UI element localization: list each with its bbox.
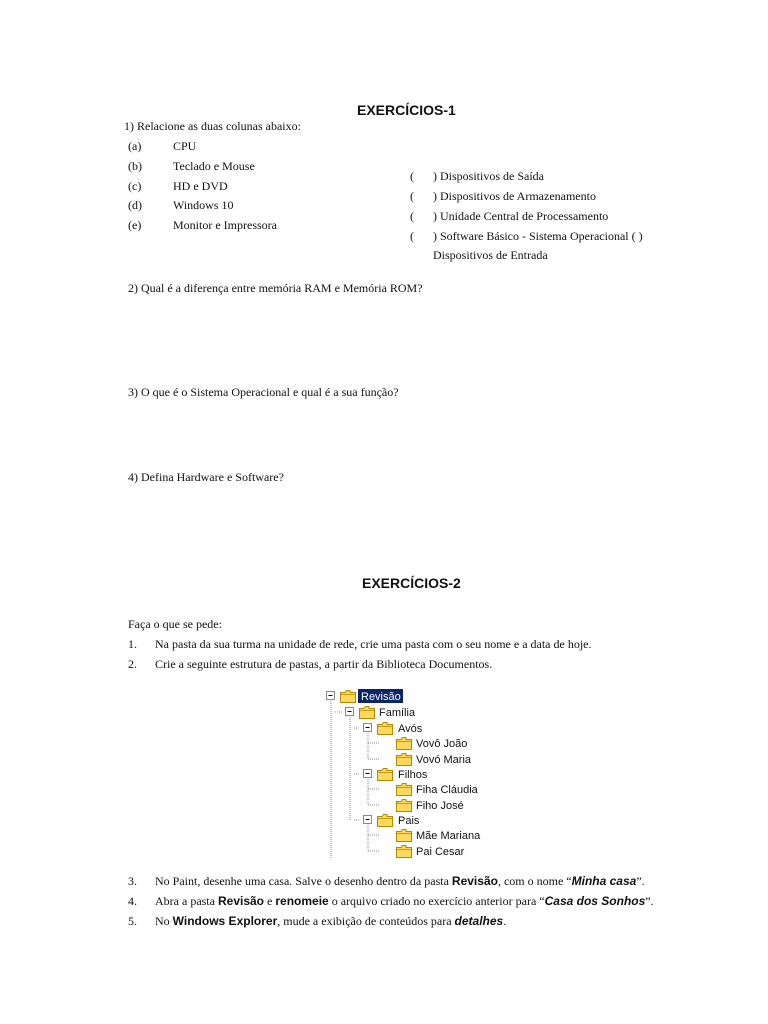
tree-node-mae-mariana[interactable] bbox=[397, 830, 482, 843]
question-1: 1) Relacione as duas colunas abaixo: bbox=[124, 119, 301, 133]
item-number: 3. bbox=[128, 874, 137, 888]
folder-tree bbox=[318, 683, 488, 863]
item-3-part: No Paint, desenhe uma casa. Salve o desenho dentro da pasta bbox=[155, 874, 452, 888]
folder-icon bbox=[378, 769, 393, 781]
left-key: (c) bbox=[128, 179, 142, 193]
question-2: 2) Qual é a diferença entre memória RAM e Memória ROM? bbox=[128, 281, 423, 295]
folder-icon bbox=[378, 815, 393, 827]
right-paren: ( bbox=[410, 189, 414, 203]
collapse-minus-icon[interactable] bbox=[346, 708, 354, 716]
left-value: HD e DVD bbox=[173, 179, 228, 193]
item-4-bold: Revisão bbox=[217, 894, 265, 908]
tree-label: Família bbox=[379, 707, 416, 719]
item-4-part: e bbox=[264, 894, 276, 908]
item-5-bold: Windows Explorer bbox=[172, 914, 278, 928]
question-3: 3) O que é o Sistema Operacional e qual é a sua função? bbox=[128, 385, 399, 399]
ex2-intro: Faça o que se pede: bbox=[128, 617, 222, 631]
tree-label: Vovó Maria bbox=[416, 754, 472, 766]
tree-label: Pais bbox=[398, 815, 420, 827]
collapse-minus-icon[interactable] bbox=[364, 770, 372, 778]
right-text: ) Software Básico - Sistema Operacional ( ) bbox=[433, 229, 643, 243]
tree-label: Filhos bbox=[398, 769, 428, 781]
right-text-continuation: Dispositivos de Entrada bbox=[433, 248, 548, 262]
item-5-part: , mude a exibição de conteúdos para bbox=[277, 914, 455, 928]
item-5-bold-italic: detalhes bbox=[454, 914, 504, 928]
item-3-text bbox=[155, 875, 645, 887]
item-4-part: ”. bbox=[645, 894, 654, 908]
collapse-minus-icon[interactable] bbox=[327, 692, 335, 700]
tree-node-fiho-jose[interactable] bbox=[397, 800, 464, 813]
item-text: Na pasta da sua turma na unidade de rede, crie uma pasta com o seu nome e a data de hoje. bbox=[155, 637, 592, 651]
collapse-minus-icon[interactable] bbox=[364, 724, 372, 732]
item-text: Crie a seguinte estrutura de pastas, a partir da Biblioteca Documentos. bbox=[155, 657, 493, 671]
tree-node-vovo-joao[interactable] bbox=[397, 738, 468, 751]
item-4-bold-italic: Casa dos Sonhos bbox=[544, 894, 646, 908]
left-value: Windows 10 bbox=[173, 198, 234, 212]
right-paren: ( bbox=[410, 169, 414, 183]
folder-icon bbox=[397, 784, 412, 796]
tree-node-fiha-claudia[interactable] bbox=[397, 784, 479, 797]
tree-label: Mãe Mariana bbox=[416, 830, 481, 842]
right-text: ) Unidade Central de Processamento bbox=[433, 209, 609, 223]
item-4-part: o arquivo criado no exercício anterior para “ bbox=[328, 894, 545, 908]
tree-node-filhos[interactable] bbox=[364, 769, 428, 782]
ex1-title: EXERCÍCIOS-1 bbox=[357, 102, 456, 118]
item-3-bold: Revisão bbox=[451, 874, 498, 888]
item-3-part: , com o nome “ bbox=[497, 874, 572, 888]
tree-label: Pai Cesar bbox=[416, 846, 465, 858]
item-3-part: ”. bbox=[636, 874, 645, 888]
folder-icon bbox=[397, 754, 412, 766]
item-5-part: . bbox=[503, 914, 507, 928]
tree-label: Revisão bbox=[361, 691, 401, 703]
item-4-part: Abra a pasta bbox=[155, 894, 218, 908]
tree-label: Fiha Cláudia bbox=[416, 784, 478, 796]
left-key: (a) bbox=[128, 139, 142, 153]
item-number: 5. bbox=[128, 914, 137, 928]
item-4-bold: renomeie bbox=[275, 894, 329, 908]
folder-icon bbox=[397, 846, 412, 858]
right-paren: ( bbox=[410, 229, 414, 243]
tree-node-avos[interactable] bbox=[364, 723, 423, 736]
left-key: (b) bbox=[128, 159, 142, 173]
left-value: Teclado e Mouse bbox=[173, 159, 255, 173]
right-paren: ( bbox=[410, 209, 414, 223]
item-3-bold-italic: Minha casa bbox=[571, 874, 637, 888]
ex2-title: EXERCÍCIOS-2 bbox=[362, 575, 461, 591]
tree-node-familia[interactable] bbox=[346, 707, 416, 720]
right-text: ) Dispositivos de Armazenamento bbox=[433, 189, 596, 203]
folder-icon bbox=[397, 830, 412, 842]
left-key: (d) bbox=[128, 198, 142, 212]
tree-label: Avós bbox=[398, 723, 423, 735]
folder-icon bbox=[360, 707, 375, 719]
item-number: 2. bbox=[128, 657, 137, 671]
tree-label: Fiho José bbox=[416, 800, 464, 812]
right-text: ) Dispositivos de Saída bbox=[433, 169, 544, 183]
folder-icon bbox=[378, 723, 393, 735]
tree-node-revisao[interactable] bbox=[327, 689, 404, 703]
tree-node-pais[interactable] bbox=[364, 815, 420, 828]
item-5-text bbox=[155, 915, 506, 927]
left-key: (e) bbox=[128, 218, 142, 232]
question-4: 4) Defina Hardware e Software? bbox=[128, 470, 284, 484]
folder-icon bbox=[341, 691, 356, 703]
item-number: 4. bbox=[128, 894, 137, 908]
collapse-minus-icon[interactable] bbox=[364, 816, 372, 824]
tree-node-pai-cesar[interactable] bbox=[397, 846, 465, 859]
item-4-text bbox=[155, 895, 654, 907]
item-5-part: No bbox=[155, 914, 173, 928]
tree-label: Vovô João bbox=[416, 738, 468, 750]
tree-node-vovo-maria[interactable] bbox=[397, 754, 472, 767]
item-number: 1. bbox=[128, 637, 137, 651]
folder-icon bbox=[397, 800, 412, 812]
left-value: CPU bbox=[173, 139, 197, 153]
folder-icon bbox=[397, 738, 412, 750]
left-value: Monitor e Impressora bbox=[173, 218, 277, 232]
